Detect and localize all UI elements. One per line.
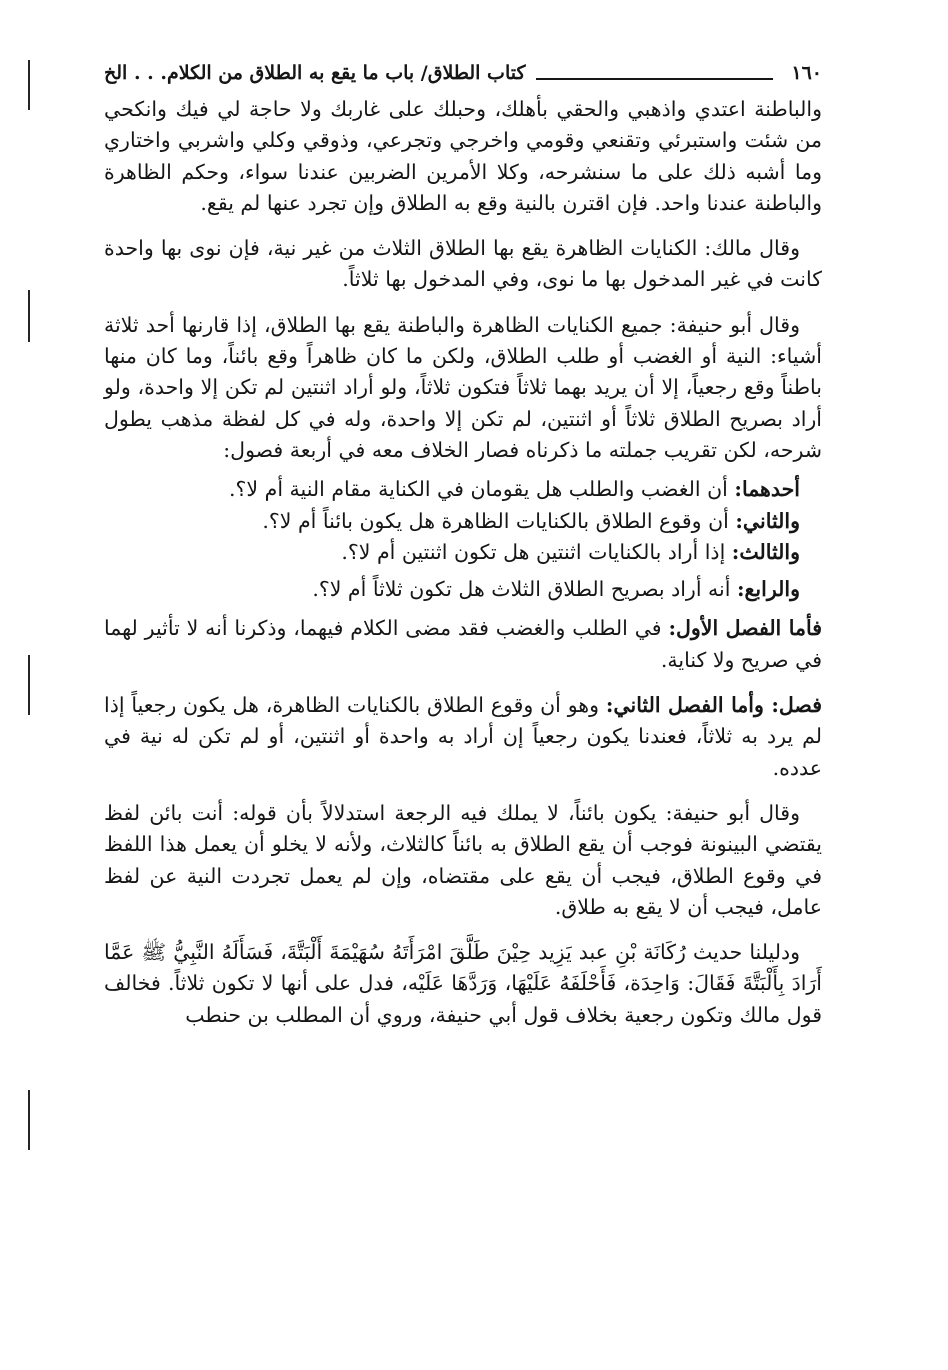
section-text: وهو أن وقوع الطلاق بالكنايات الظاهرة، هل يكون رجعياً إذا لم يرد به ثلاثاً، فعندنا يكون رجعياً إن أراد به واحدة أو اثنتين، أو لم تكن له نية في عدده. <box>104 693 822 780</box>
scan-margin-line <box>28 1090 30 1150</box>
section-text: في الطلب والغضب فقد مضى الكلام فيهما، وذكرنا أنه لا تأثير لهما في صريح ولا كناية. <box>104 616 822 672</box>
issue-text: أن وقوع الطلاق بالكنايات الظاهرة هل يكون بائناً أم لا؟. <box>262 508 736 533</box>
scan-margin-line <box>28 290 30 342</box>
running-header <box>104 58 822 88</box>
issue-text: أنه أراد بصريح الطلاق الثلاث هل تكون ثلاثاً أم لا؟. <box>312 577 737 602</box>
scan-margin-line <box>28 60 30 110</box>
paragraph-malik: وقال مالك: الكنايات الظاهرة يقع بها الطلاق الثلاث من غير نية، فإن نوى بها واحدة كانت في غير المدخول بها ما نوى، وفي المدخول بها ثلاثاً. <box>104 236 822 292</box>
issue-item <box>104 537 800 568</box>
issue-item <box>104 474 800 505</box>
section-lead: فصل: وأما الفصل الثاني: <box>605 693 823 718</box>
section-lead: فأما الفصل الأول: <box>668 616 822 641</box>
scan-margin-line <box>28 655 30 715</box>
issue-lead: والثاني: <box>735 508 800 533</box>
paragraph-abu-hanifa: وقال أبو حنيفة: جميع الكنايات الظاهرة والباطنة يقع بها الطلاق، إذا قارنها أحد ثلاثة أشياء: النية أو الغضب أو طلب الطلاق، ولكن ما كان ظاهراً وقع بائناً، وما كان منها باطناً وقع رجعياً، إلا أن يريد بهما ثلاثاً فتكون ثلاثاً، ولو أراد اثنتين لم تكن إلا واحدة، ولو أراد بصريح الطلاق ثلاثاً أو اثنتين، لم تكن إلا واحدة، وله في كل لفظة مذهب يطول شرحه، لكن تقريب جملته ما ذكرناه فصار الخلاف معه في أربعة فصول: <box>104 312 822 462</box>
paragraph-abu-hanifa-argument: وقال أبو حنيفة: يكون بائناً، لا يملك فيه الرجعة استدلالاً بأن قوله: أنت بائن لفظ يقتضي البينونة فوجب أن يقع الطلاق به بائناً كالثلاث، ولأنه لا يخلو أن يعمل هذا اللفظ في وقوع الطلاق، فيجب أن يقع على مقتضاه، وإن لم يعمل تجردت النية عن لفظ عامل، فيجب أن لا يقع به طلاق. <box>104 800 822 919</box>
issue-lead: والثالث: <box>731 539 800 564</box>
page-number: ١٦٠ <box>791 62 822 84</box>
issue-item <box>104 506 800 537</box>
disputed-issues-list <box>104 474 822 605</box>
paragraph-evidence-hadith: ودليلنا حديث رُكَانَة بْنِ عبد يَزِيد حِيْنَ طَلَّقَ امْرَأَتَهُ سُهَيْمَةَ أَلْبَتَّةَ، فَسَأَلَهُ النَّبِيُّ ﷺ عَمَّا أَرَادَ بِأَلْبَتَّةَ فَقَالَ: وَاحِدَة، فَأَحْلَفَهُ عَلَيْهَا، وَرَدَّهَا عَلَيْه، فدل على أنها لا تكون ثلاثاً. فخالف قول مالك وتكون رجعية بخلاف قول أبي حنيفة، وروي أن المطلب بن حنطب <box>104 940 822 1027</box>
running-title: كتاب الطلاق/ باب ما يقع به الطلاق من الكلام. . . الخ <box>104 62 526 84</box>
issue-text: إذا أراد بالكنايات اثنتين هل تكون اثنتين أم لا؟. <box>341 539 732 564</box>
header-rule <box>536 78 774 80</box>
paragraph-kinayat-list: والباطنة اعتدي واذهبي والحقي بأهلك، وحبلك على غاربك ولا حاجة لي فيك وانكحي من شئت واستبرئي وتقنعي وقومي واخرجي وتجرعي، وذوقي وكلي واشربي واختاري وما أشبه ذلك على ما سنشرحه، وكلا الأمرين الضربين عندنا سواء، وحكم الظاهرة والباطنة عندنا واحد. فإن اقترن بالنية وقع به الطلاق وإن تجرد عنها لم يقع. <box>104 97 822 215</box>
issue-lead: أحدهما: <box>734 477 800 502</box>
issue-lead: والرابع: <box>736 577 800 602</box>
paragraph-second-section <box>104 690 822 784</box>
issue-text: أن الغضب والطلب هل يقومان في الكناية مقام النية أم لا؟. <box>229 477 735 502</box>
book-page <box>104 58 822 1031</box>
issue-item <box>104 574 800 605</box>
paragraph-first-section <box>104 613 822 676</box>
